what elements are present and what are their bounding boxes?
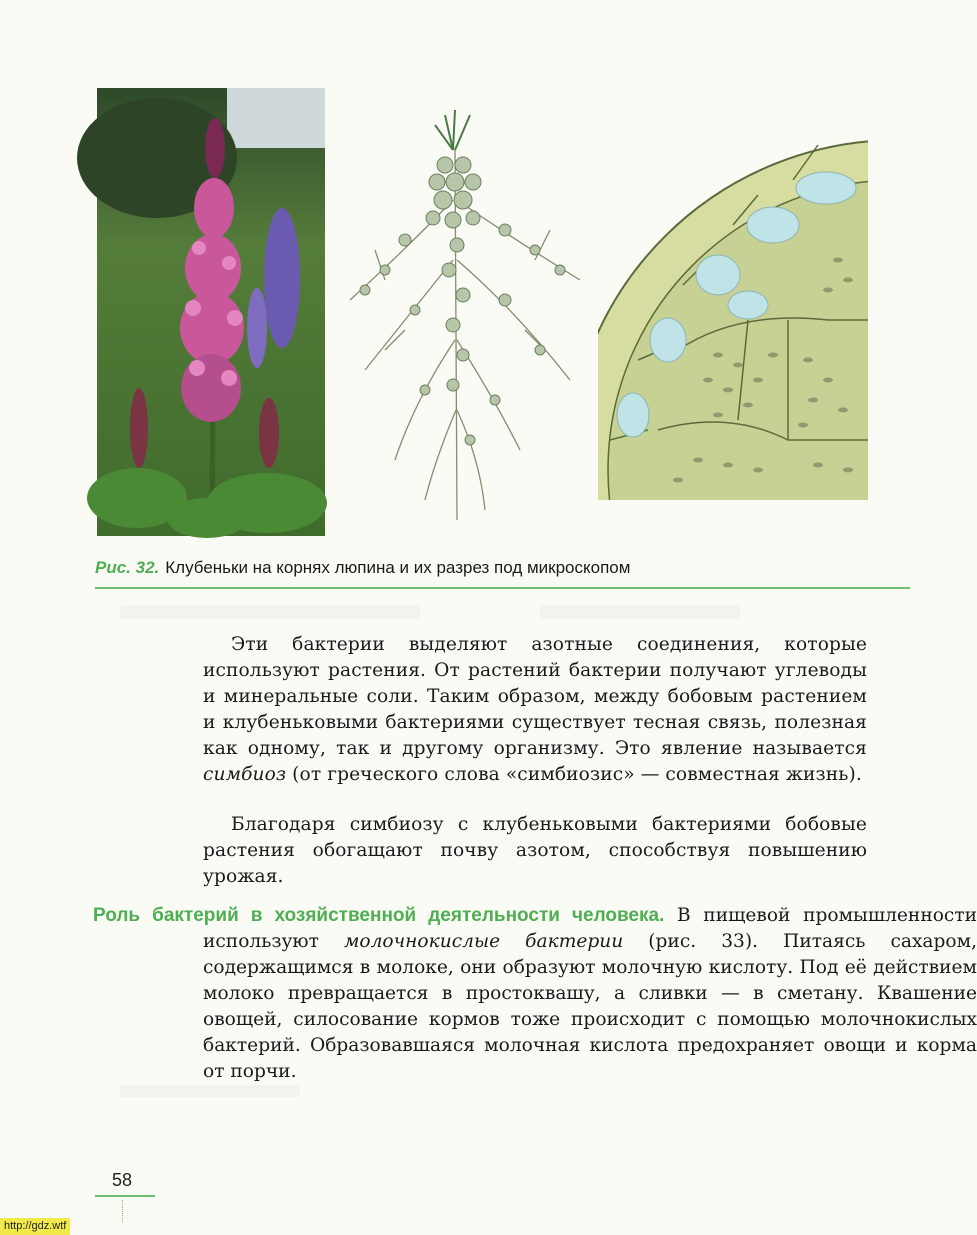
term-symbiosis: симбиоз <box>203 764 287 785</box>
page-number: 58 <box>112 1170 133 1190</box>
scan-bleed <box>120 606 420 618</box>
lupine-photo <box>97 88 325 536</box>
section-text: (рис. 33). Питаясь сахаром, содержащимся в молоке, они образуют молочную кислоту. Под её действием молоко превращается в простоквашу, а сливки — в сметану. Квашение овощей, силосование кормов тоже происходит с помощью молочнокислых бактерий. Образовавшаяся молочная кислота предохраняет овощи и корма от порчи. <box>203 931 977 1082</box>
page-number-rule <box>95 1195 155 1197</box>
figure-label: Рис. 32. <box>95 558 160 577</box>
paragraph-text: Эти бактерии выделяют азотные соединения, которые используют растения. От растений бактерии получают углеводы и минеральные соли. Таким образом, между бобовым растением и клубеньковыми бактериями существует тесная связь, полезная как одному, так и другому организму. Это явление называется <box>203 634 867 759</box>
paragraph-symbiosis <box>203 632 867 788</box>
caption-divider <box>95 587 910 589</box>
nodule-cross-section-illustration <box>598 140 868 500</box>
term-lactic-bacteria: молочнокислые бактерии <box>343 931 624 952</box>
root-nodules-illustration <box>345 110 590 530</box>
figure-caption <box>95 558 910 578</box>
section-bacteria-role <box>93 903 977 1085</box>
paragraph-text: (от греческого слова «симбиозис» — совместная жизнь). <box>286 764 862 785</box>
paragraph-nitrogen <box>203 812 867 890</box>
section-text: В пищевой промышленности используют <box>203 905 977 952</box>
scan-bleed <box>120 1085 300 1097</box>
paragraph-text: Благодаря симбиозу с клубеньковыми бактериями бобовые растения обогащают почву азотом, способствуя повышению урожая. <box>203 814 867 887</box>
page-dots <box>122 1200 124 1222</box>
section-title: Роль бактерий в хозяйственной деятельности человека. <box>93 905 665 926</box>
figure-caption-text: Клубеньки на корнях люпина и их разрез под микроскопом <box>165 558 631 577</box>
scan-bleed <box>540 606 740 618</box>
watermark-link[interactable]: http://gdz.wtf <box>0 1218 70 1235</box>
